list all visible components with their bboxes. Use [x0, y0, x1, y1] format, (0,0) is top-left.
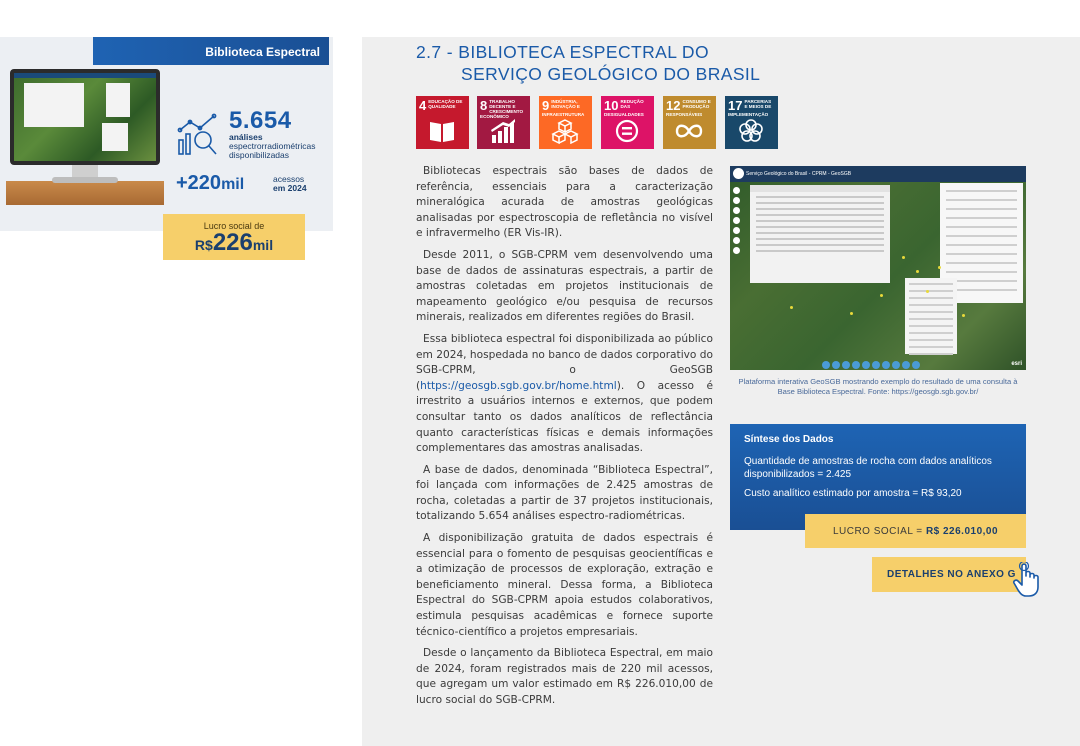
sdg-tile-10: 10 REDUÇÃO DAS DESIGUALDADES: [601, 96, 654, 149]
cubes-icon: [551, 118, 579, 144]
app-title-bar: Serviço Geológico do Brasil - CPRM - GeoSGB: [730, 166, 1026, 182]
map-side-toolbar: [732, 184, 742, 334]
equality-icon: [613, 118, 641, 144]
summary-card: [0, 37, 333, 256]
book-icon: [428, 118, 456, 144]
infinity-icon: [675, 118, 703, 144]
pointing-hand-icon: [1012, 562, 1042, 598]
social-profit-banner: LUCRO SOCIAL = R$ 226.010,00: [805, 514, 1026, 548]
sgb-logo-icon: [733, 168, 744, 179]
geosgb-screenshot: [730, 166, 1026, 370]
paragraph-5: A disponibilização gratuita de dados espectrais é essencial para o fomento de pesquisas geocientíficas e a otimização de processos de exploração, extração e beneficiamento mineral. Dessa forma, a Biblioteca Espectral do SGB-CPRM apoia estudos colaborativos, estimula pesquisas acadêmicas e fornece suporte técnico-científico a projetos empresariais.: [416, 532, 713, 638]
desk: [6, 181, 164, 205]
body-text: [416, 164, 713, 715]
synthesis-title: Síntese dos Dados: [744, 434, 834, 445]
summary-card-header: Biblioteca Espectral: [93, 37, 329, 65]
synthesis-line-samples: Quantidade de amostras de rocha com dados analíticos disponibilizados = 2.425: [744, 456, 992, 480]
sdg-tile-17: 17 PARCERIAS E MEIOS DE IMPLEMENTAÇÃO: [725, 96, 778, 149]
growth-chart-icon: [489, 118, 517, 144]
sdg-tile-9: 9 INDÚSTRIA, INOVAÇÃO E INFRAESTRUTURA: [539, 96, 592, 149]
details-annex-g-button[interactable]: DETALHES NO ANEXO G: [872, 557, 1026, 592]
analyses-label: análises espectrorradiométricas disponibilizadas: [229, 132, 316, 160]
monitor-illustration: [6, 69, 164, 203]
analysis-chart-icon: [176, 112, 222, 158]
paragraph-2: Desde 2011, o SGB-CPRM vem desenvolvendo uma base de dados de assinaturas espectrais, a partir de amostras coletadas em projetos institucionais de mapeamento geológico e/ou pesquisa de recursos minerais, realizados em diferentes regiões do Brasil.: [416, 248, 713, 324]
social-profit-value: R$226mil: [194, 229, 274, 256]
sdg-tile-8: 8 TRABALHO DECENTE E CRESCIMENTO ECONÔMICO: [477, 96, 530, 149]
access-count: +220mil: [176, 172, 245, 194]
map-bottom-toolbar: [822, 356, 942, 366]
paragraph-6: Desde o lançamento da Biblioteca Espectral, em maio de 2024, foram registrados mais de 220 mil acessos, que agregam um valor estimado em R$ 226.010,00 de lucro social do SGB-CPRM.: [416, 647, 713, 706]
paragraph-4: A base de dados, denominada “Biblioteca Espectral”, foi lançada com informações de 2.425 amostras de rocha, coletadas a partir de 37 projetos institucionais, totalizando 5.654 análises espectro-radiométricas.: [416, 463, 713, 523]
paragraph-3: Essa biblioteca espectral foi disponibilizada ao público em 2024, hospedada no banco de dados corporativo do SGB-CPRM, o GeoSGB (https://geosgb.sgb.gov.br/home.html). O acesso é irrestrito a usuários internos e externos, que podem consultar tanto os dados analíticos de reflectância quanto características físicas e demais informações complementares das amostras analisadas.: [416, 332, 713, 455]
geosgb-link[interactable]: https://geosgb.sgb.gov.br/home.html: [420, 379, 617, 392]
search-results-panel: [750, 185, 890, 283]
monitor-screen: [14, 73, 156, 161]
paragraph-1: Bibliotecas espectrais são bases de dados de referência, essenciais para a caracterização mineralógica acurada de amostras geológicas analisadas por espectroscopia de refletância no visível e infravermelho (ER Vis-IR).: [416, 165, 713, 240]
sdg-tile-12: 12 CONSUMO E PRODUÇÃO RESPONSÁVEIS: [663, 96, 716, 149]
access-label: acessos em 2024: [273, 174, 307, 193]
screenshot-caption: Plataforma interativa GeoSGB mostrando exemplo do resultado de uma consulta à Base Biblioteca Espectral. Fonte: https://geosgb.sgb.gov.br/: [738, 377, 1018, 396]
sdg-tile-4: 4 EDUCAÇÃO DE QUALIDADE: [416, 96, 469, 149]
section-title: 2.7 - BIBLIOTECA ESPECTRAL DO SERVIÇO GEOLÓGICO DO BRASIL: [416, 42, 761, 84]
esri-logo: esri: [1011, 361, 1022, 367]
social-profit-title: Lucro social de: [203, 221, 265, 231]
social-profit-box: [163, 214, 305, 260]
partnership-flower-icon: [737, 118, 765, 144]
synthesis-line-cost: Custo analítico estimado por amostra = R$ 93,20: [744, 488, 962, 499]
sample-detail-popup: [905, 278, 957, 354]
analyses-count: 5.654: [229, 107, 292, 134]
